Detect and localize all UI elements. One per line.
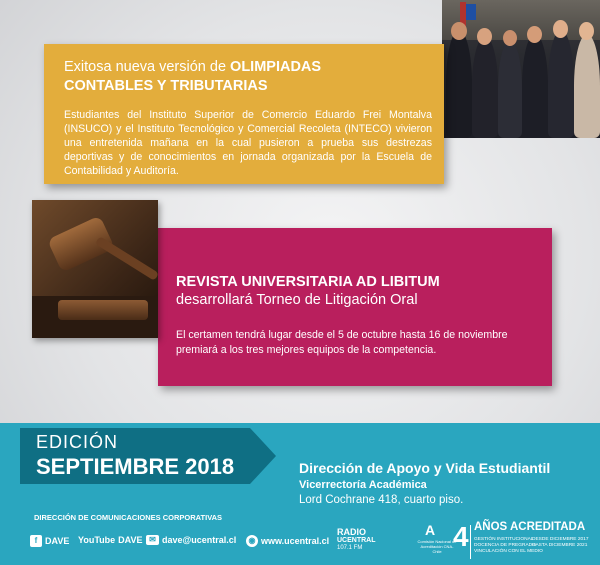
- litigation-news-card: [158, 228, 552, 386]
- accreditation-divider: [470, 525, 471, 559]
- edition-date: SEPTIEMBRE 2018: [36, 454, 235, 479]
- accreditation-areas: GESTIÓN INSTITUCIONAL DOCENCIA DE PREGRADO VINCULACIÓN CON EL MEDIO: [474, 537, 543, 554]
- edition-banner-arrow: [250, 428, 276, 484]
- litigation-news-title: REVISTA UNIVERSITARIA AD LIBITUM: [176, 274, 440, 290]
- olympiad-news-body: Estudiantes del Instituto Superior de Comercio Eduardo Frei Montalva (INSUCO) y el Instituto Tecnológico y Comercial Recoleta (INTECO) vivieron una entretenida mañana en la cual pusieron a prueba sus destrezas deportivas y de conocimientos en jornada organizada por la Escuela de Contabilidad y Auditoría.: [64, 109, 432, 177]
- direction-address: Lord Cochrane 418, cuarto piso.: [299, 494, 464, 506]
- accreditation-years: 4: [453, 521, 469, 552]
- olympiad-news-title: Exitosa nueva versión de OLIMPIADAS CONTABLES Y TRIBUTARIAS: [64, 59, 322, 94]
- facebook-link[interactable]: f DAVE: [30, 535, 69, 547]
- comms-label: DIRECCIÓN DE COMUNICACIONES CORPORATIVAS: [34, 513, 223, 522]
- direction-subtitle: Vicerrectoría Académica: [299, 479, 427, 491]
- cna-mark-icon: A: [425, 522, 436, 538]
- olympiad-news-card: [44, 44, 444, 184]
- accreditation-period: DESDE DICIEMBRE 2017 HASTA DICIEMBRE 2021: [532, 537, 589, 548]
- litigation-news-subtitle: desarrollará Torneo de Litigación Oral: [176, 292, 418, 308]
- youtube-link[interactable]: YouTube DAVE: [78, 535, 143, 545]
- accreditation-title: AÑOS ACREDITADA: [474, 521, 586, 533]
- students-group-photo: [442, 0, 600, 138]
- facebook-icon: f: [30, 535, 42, 547]
- email-link[interactable]: ✉ dave@ucentral.cl: [146, 535, 236, 545]
- gavel-photo: [32, 200, 158, 338]
- litigation-news-body: El certamen tendrá lugar desde el 5 de octubre hasta 16 de noviembre premiará a los tres mejores equipos de la competencia.: [176, 329, 508, 356]
- email-icon: ✉: [146, 535, 159, 545]
- gavel-handle: [95, 236, 158, 281]
- youtube-icon: YouTube: [78, 535, 116, 545]
- website-link[interactable]: ◉ www.ucentral.cl: [246, 535, 329, 547]
- gavel-block: [58, 300, 148, 320]
- cna-logo: A Comisión Nacional de Acreditación CNA-Chile: [417, 522, 457, 554]
- edition-label: EDICIÓN: [36, 432, 119, 452]
- radio-logo[interactable]: RADIO UCENTRAL 107.1 FM: [337, 527, 376, 551]
- edition-banner: [20, 428, 250, 484]
- direction-title: Dirección de Apoyo y Vida Estudiantil: [299, 460, 551, 476]
- web-icon: ◉: [246, 535, 258, 547]
